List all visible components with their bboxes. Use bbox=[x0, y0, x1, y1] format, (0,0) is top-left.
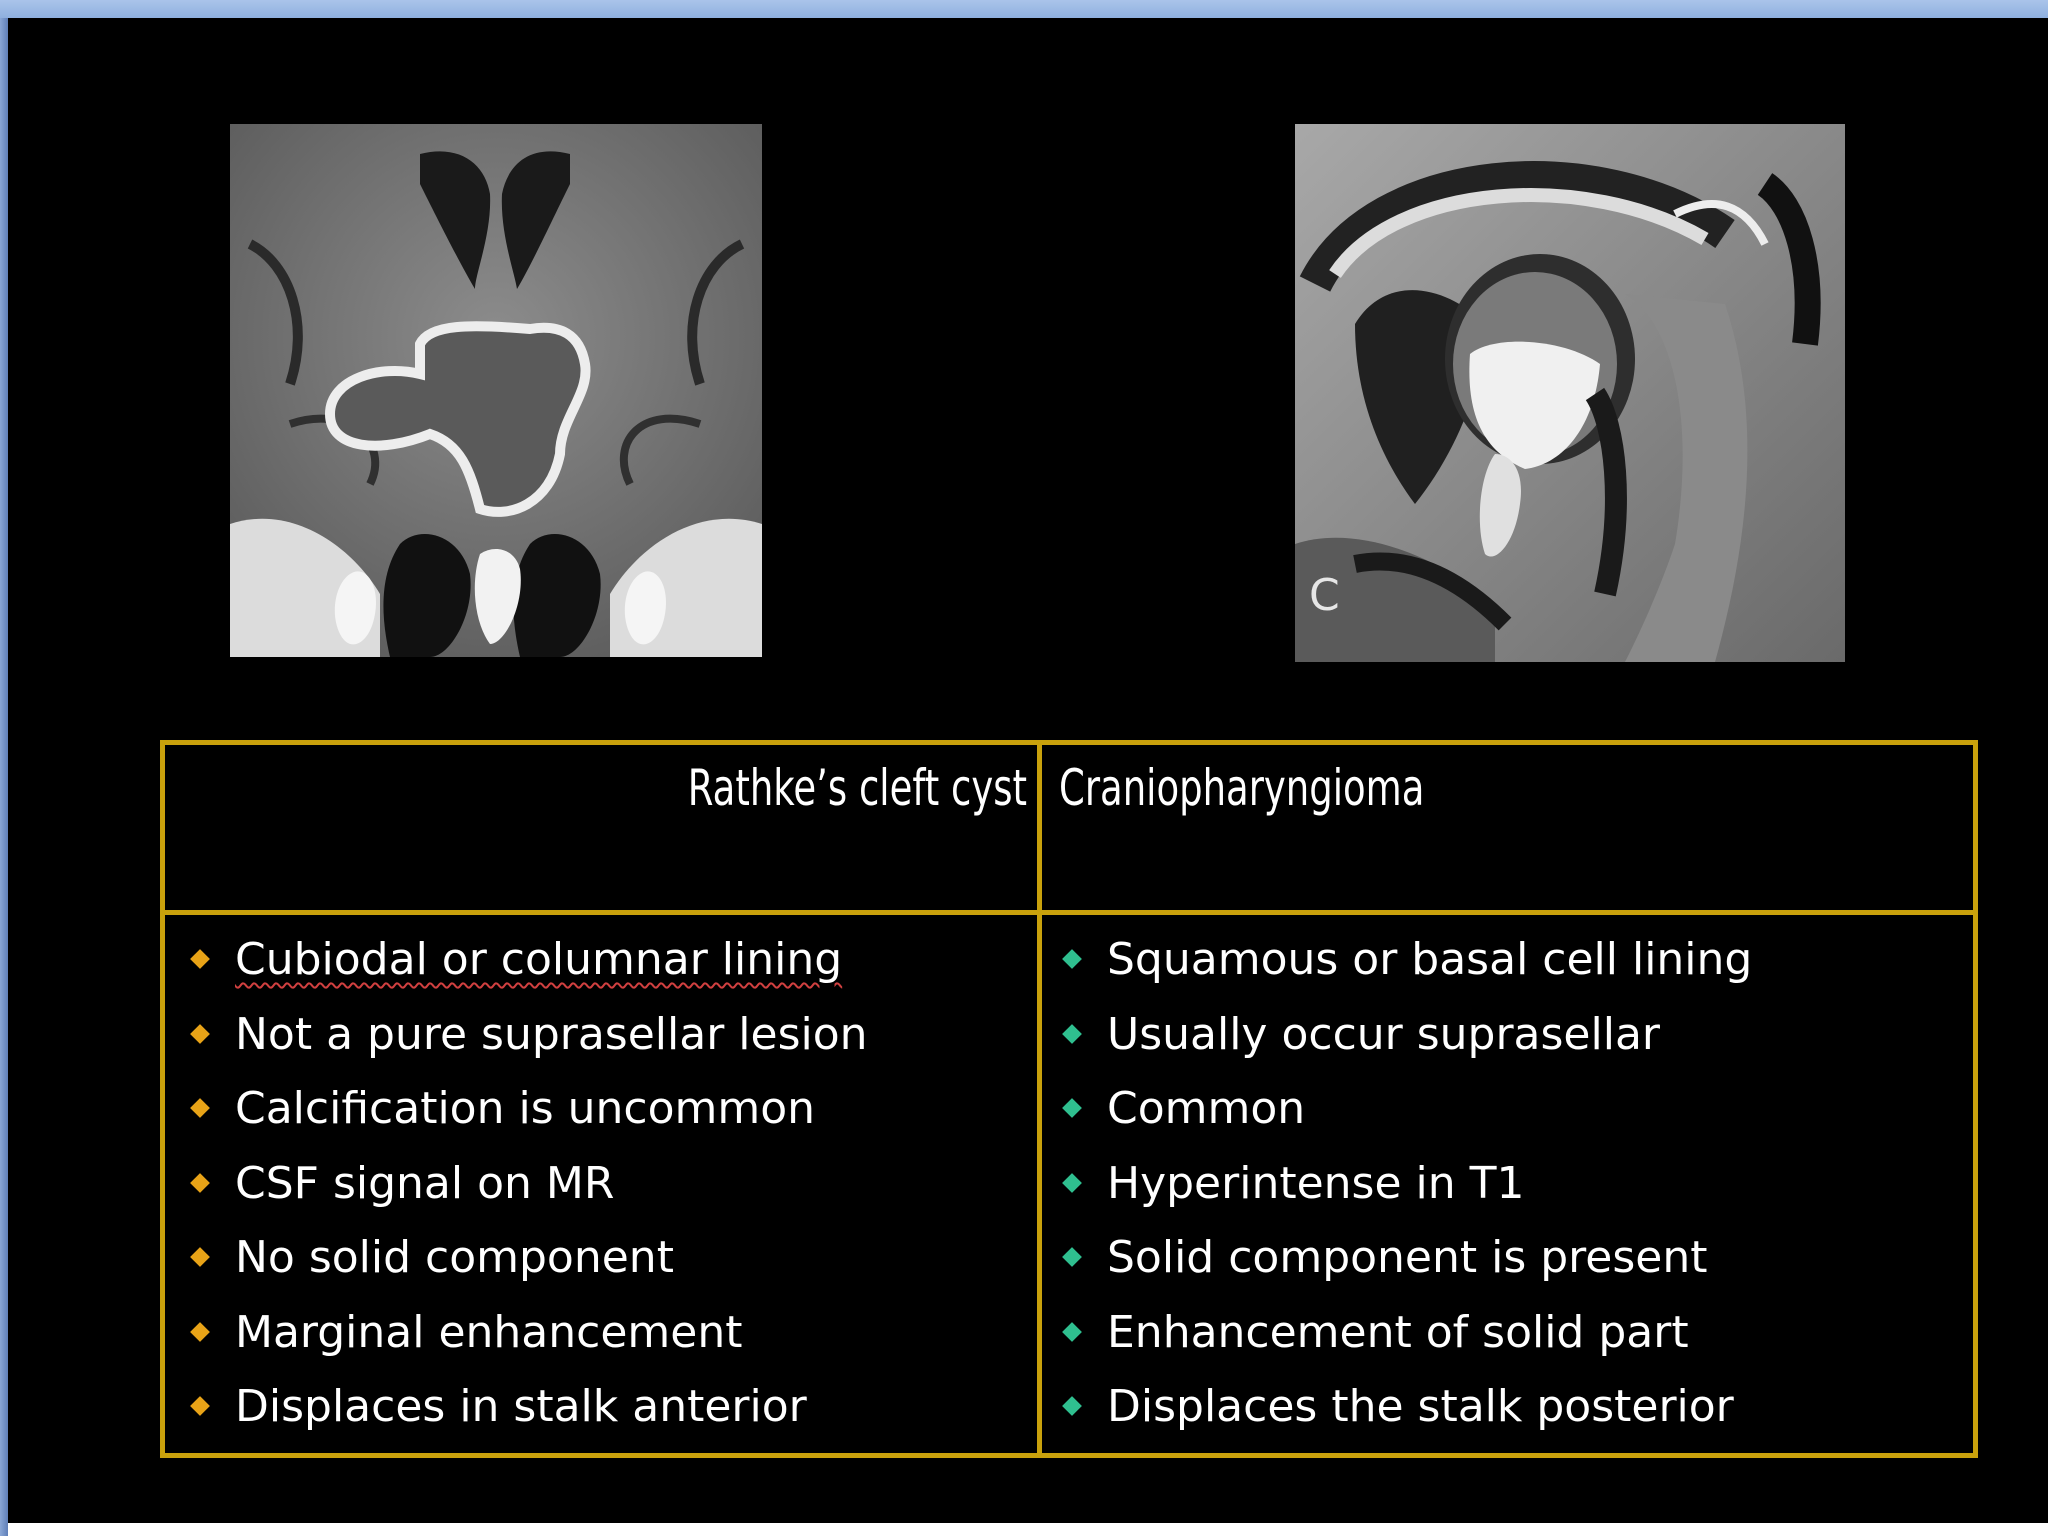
diamond-bullet-icon bbox=[190, 1396, 210, 1416]
list-item bbox=[187, 1072, 1027, 1147]
list-item bbox=[1059, 1370, 1959, 1445]
mri-coronal-graphic bbox=[230, 124, 762, 657]
comparison-table bbox=[160, 740, 1978, 1458]
list-item-text: Not a pure suprasellar lesion bbox=[235, 1008, 868, 1060]
diamond-bullet-icon bbox=[1062, 1247, 1082, 1267]
window-left-edge bbox=[0, 18, 8, 1536]
list-item-text: Usually occur suprasellar bbox=[1107, 1008, 1661, 1060]
list-item-text: Common bbox=[1107, 1083, 1306, 1134]
list-item-text: Displaces the stalk posterior bbox=[1107, 1381, 1734, 1432]
diamond-bullet-icon bbox=[190, 949, 210, 969]
list-item bbox=[187, 1370, 1027, 1445]
mri-sagittal-image bbox=[1295, 124, 1845, 662]
diamond-bullet-icon bbox=[1062, 1322, 1082, 1342]
list-item-text: Squamous or basal cell lining bbox=[1107, 934, 1753, 985]
list-item bbox=[187, 998, 1027, 1073]
list-item bbox=[1059, 998, 1959, 1073]
list-item-text: No solid component bbox=[235, 1232, 674, 1283]
list-item-text: Enhancement of solid part bbox=[1107, 1306, 1689, 1358]
list-item-text: Calcification is uncommon bbox=[235, 1083, 816, 1134]
diamond-bullet-icon bbox=[190, 1322, 210, 1342]
header-craniopharyngioma: Craniopharyngioma bbox=[1059, 759, 1425, 817]
list-item-text: Cubiodal or columnar lining bbox=[235, 934, 843, 985]
diamond-bullet-icon bbox=[190, 1098, 210, 1118]
list-item bbox=[1059, 1296, 1959, 1371]
diamond-bullet-icon bbox=[1062, 1024, 1082, 1044]
list-item bbox=[187, 1221, 1027, 1296]
list-item-text: Displaces in stalk anterior bbox=[235, 1381, 807, 1432]
diamond-bullet-icon bbox=[190, 1173, 210, 1193]
list-item-text: CSF signal on MR bbox=[235, 1157, 615, 1209]
list-item-text: Hyperintense in T1 bbox=[1107, 1157, 1525, 1209]
header-rathkes-cleft-cyst: Rathke’s cleft cyst bbox=[687, 759, 1027, 817]
list-item-text: Marginal enhancement bbox=[235, 1306, 743, 1358]
table-column-divider bbox=[1037, 745, 1042, 1453]
list-item bbox=[1059, 1072, 1959, 1147]
slide bbox=[8, 18, 2048, 1523]
diamond-bullet-icon bbox=[190, 1247, 210, 1267]
table-row-divider bbox=[165, 910, 1973, 915]
mri-panel-label: C bbox=[1309, 570, 1340, 621]
list-item bbox=[187, 1296, 1027, 1371]
window-top-edge bbox=[0, 0, 2048, 18]
rathkes-features-list bbox=[187, 923, 1027, 1445]
diamond-bullet-icon bbox=[190, 1024, 210, 1044]
list-item bbox=[187, 923, 1027, 998]
list-item-text: Solid component is present bbox=[1107, 1232, 1708, 1283]
list-item bbox=[1059, 923, 1959, 998]
diamond-bullet-icon bbox=[1062, 1098, 1082, 1118]
list-item bbox=[1059, 1147, 1959, 1222]
mri-coronal-image bbox=[230, 124, 762, 657]
list-item bbox=[1059, 1221, 1959, 1296]
list-item bbox=[187, 1147, 1027, 1222]
mri-sagittal-graphic bbox=[1295, 124, 1845, 662]
diamond-bullet-icon bbox=[1062, 949, 1082, 969]
diamond-bullet-icon bbox=[1062, 1173, 1082, 1193]
craniopharyngioma-features-list bbox=[1059, 923, 1959, 1445]
diamond-bullet-icon bbox=[1062, 1396, 1082, 1416]
